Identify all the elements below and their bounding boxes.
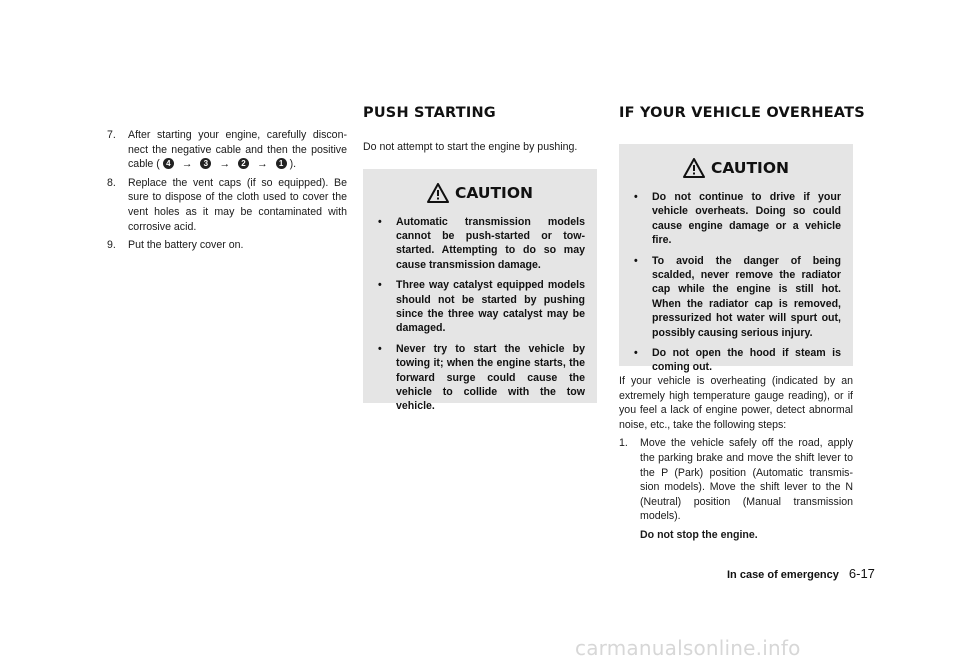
bullet-text: Do not open the hood if steam is coming out. [652,347,841,374]
step-text: After starting your engine, carefully discon-nect the negative cable and then the positive cable ( [128,129,347,171]
list-item [631,346,841,375]
list-item [375,278,585,336]
bullet: • [634,254,638,267]
list-item [619,436,853,542]
step-emphasis: Do not stop the engine. [640,528,758,541]
warning-icon [427,183,449,203]
list-item [375,342,585,414]
step-number: 7. [107,129,116,141]
list-item [631,190,841,248]
list-item [107,128,347,172]
callout-4-icon: 4 [163,158,174,169]
step-text: Move the vehicle safely off the road, apply the parking brake and move the shift lever to the P (Park) position (Automatic transmis-sion models). Move the shift lever to the N (Neutral) position (Manual transmission models). [640,437,853,523]
caution-label: CAUTION [711,159,789,177]
caution-title [631,158,841,178]
callout-1-icon: 1 [276,158,287,169]
step-text: Replace the vent caps (if so equipped). Be sure to dispose of the cloth used to cover the vent holes as it may be contaminated with corrosive acid. [128,176,347,233]
overheat-steps-list [619,436,853,542]
column-middle [363,140,597,413]
push-intro: Do not attempt to start the engine by pushing. [363,141,578,153]
arrow-icon: → [181,158,193,171]
arrow-icon: → [219,158,230,171]
bullet: • [634,347,638,360]
step-number: 1. [619,437,628,450]
bullet: • [378,215,382,228]
caution-title [375,183,585,203]
bullet: • [378,342,382,355]
bullet: • [378,279,382,292]
bullet-text: To avoid the danger of being scalded, never remove the radiator cap while the engine is still hot. When the radiator cap is removed, pressurized hot water will spurt out, possibly causing serious injury. [652,254,841,339]
overheat-heading: IF YOUR VEHICLE OVERHEATS [619,105,865,121]
page-footer [727,566,875,581]
section-name: In case of emergency [727,569,839,581]
push-caution-list [375,215,585,414]
callout-3-icon: 3 [200,158,211,169]
bullet-text: Three way catalyst equipped models should not be started by pushing since the three way catalyst may be damaged. [396,279,585,335]
warning-icon [683,158,705,178]
push-starting-heading: PUSH STARTING [363,105,496,121]
column-left [107,128,347,257]
arrow-icon: → [256,158,268,171]
page-number: 6-17 [848,566,875,581]
callout-2-icon: 2 [238,158,249,169]
overheat-caution-list [631,190,841,375]
push-caution-box [363,169,597,413]
list-item [107,238,347,253]
bullet-text: Do not continue to drive if your vehicle overheats. Doing so could cause engine damage or a vehicle fire. [652,191,841,247]
step-number: 9. [107,239,116,252]
caution-label: CAUTION [455,183,533,202]
overheat-paragraph: If your vehicle is overheating (indicated by an extremely high temperature gauge reading), or if you feel a lack of engine power, detect abnormal noise, etc., take the following steps: [619,375,853,431]
bullet-text: Never try to start the vehicle by towing it; when the engine starts, the forward surge could cause the vehicle to collide with the tow vehicle. [396,342,585,413]
overheat-caution-box [619,144,853,374]
column-right [619,144,853,547]
list-item [107,176,347,234]
list-item [375,215,585,273]
step-text: Put the battery cover on. [128,239,244,252]
bullet: • [634,191,638,203]
step-number: 8. [107,176,116,189]
battery-steps-list [107,128,347,253]
bullet-text: Automatic transmission models cannot be push-started or tow-started. Attempting to do so may cause transmission damage. [396,215,585,271]
step-text-tail: ). [289,158,297,171]
watermark-text: carmanualsonline.info [575,636,801,660]
list-item [631,254,841,340]
